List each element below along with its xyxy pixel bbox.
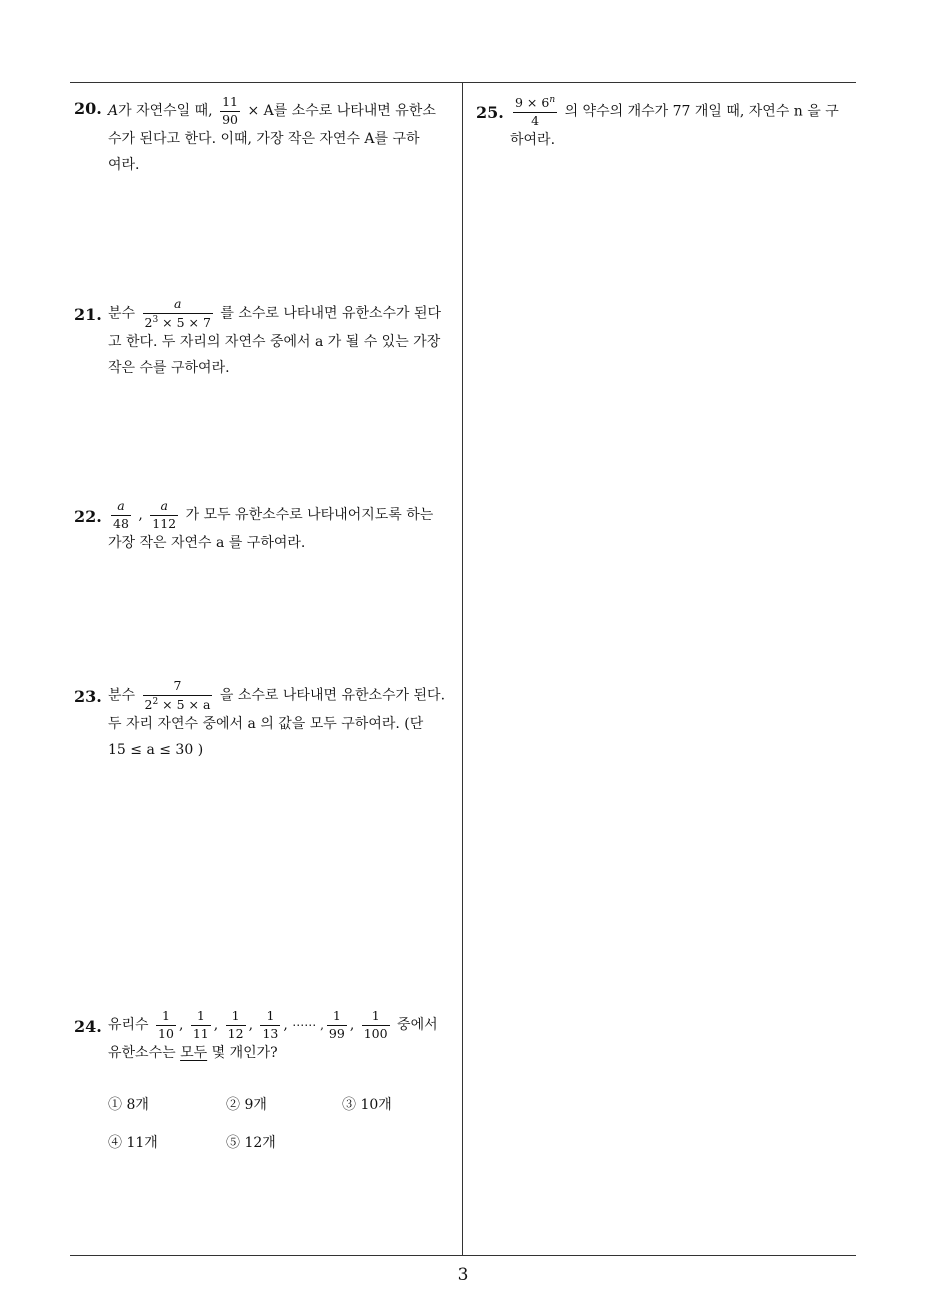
choice-1[interactable]: ① 8개 [108,1097,149,1113]
question-text: 고 한다. 두 자리의 자연수 중에서 a 가 될 수 있는 가장 [108,334,441,351]
fraction-1-over-10: $\frac{1}{10}$ [158,1008,174,1041]
question-number: 22. [74,507,102,526]
question-text: 를 소수로 나타내면 유한소수가 된다 [220,305,442,322]
choice-5[interactable]: ⑤ 12개 [226,1135,276,1151]
question-text: 작은 수를 구하여라. [108,360,230,377]
question-number: 23. [74,687,102,706]
question-text: 분수 [108,305,136,322]
fraction-1-over-99: $\frac{1}{99}$ [328,1008,345,1041]
question-text: 을 소수로 나타내면 유한소수가 된다. [219,687,446,704]
fraction-a-over-112: $\frac{a}{112}$ [152,498,177,531]
top-rule [70,82,856,83]
page-number: 3 [457,1265,469,1285]
question-text: 유한소수는 [108,1045,176,1061]
question-text: 15 ≤ a ≤ 30 ) [108,742,204,759]
question-text: 유리수 [108,1017,149,1033]
question-25 [476,96,860,153]
ellipsis: ⋯⋯ , [292,1018,324,1032]
question-number: 21. [74,305,102,324]
question-23 [74,680,456,763]
question-text: 몇 개인가? [211,1045,278,1061]
question-text: 가 자연수일 때, [118,103,213,119]
question-text: 수가 된다고 한다. 이때, 가장 작은 자연수 A를 구하 [108,131,420,147]
underlined-text: 모두 [180,1045,208,1061]
question-text: 중에서 [397,1017,438,1033]
column-divider [462,82,463,1256]
question-text: 가장 작은 자연수 a 를 구하여라. [108,535,306,551]
question-text: 하여라. [510,132,556,149]
fraction-9x6n-over-4: $\frac{9 \times 6^n}{4}$ [515,95,556,128]
question-number: 25. [476,103,504,122]
question-21 [74,298,456,381]
question-text: × A를 소수로 나타내면 유한소 [247,103,436,119]
fraction-a-over-48: $\frac{a}{48}$ [113,498,129,531]
separator: , [138,507,143,523]
fraction-11-90: $\frac{11}{90}$ [222,94,238,127]
question-text: 의 약수의 개수가 77 개일 때, 자연수 n 을 구 [564,103,839,120]
question-number: 20. [74,99,102,118]
answer-choices [108,1094,458,1164]
question-text: 두 자리 자연수 중에서 a 의 값을 모두 구하여라. (단 [108,716,424,733]
question-24: 24. 유리수 $\frac{1}{10}$ , $\frac{1}{11}$ , $\frac{1}{12}$ , $\frac{1}{13}$ , ⋯⋯ , $\frac{1}{99}$ , $\frac{1}{100}$ 중에서 유한소수는 모두 몇 개인가? [74,1008,438,1061]
question-20 [74,96,456,178]
fraction-a-over-denominator: $\frac{a}{2^3 \times 5 \times 7}$ [144,296,211,330]
question-22 [74,500,456,556]
fraction-1-over-100: $\frac{1}{100}$ [363,1008,388,1041]
fraction-7-over-denominator: $\frac{7}{2^2 \times 5 \times a}$ [144,678,211,712]
choice-2[interactable]: ② 9개 [226,1097,267,1113]
choice-3[interactable]: ③ 10개 [342,1097,392,1113]
choice-4[interactable]: ④ 11개 [108,1135,158,1151]
question-text: 여라. [108,157,140,173]
question-text: 가 모두 유한소수로 나타내어지도록 하는 [185,507,434,523]
variable-a: A [108,103,119,119]
bottom-rule [70,1255,856,1256]
fraction-1-over-11: $\frac{1}{11}$ [192,1008,209,1041]
fraction-1-over-12: $\frac{1}{12}$ [227,1008,244,1041]
question-text: 분수 [108,687,136,704]
fraction-1-over-13: $\frac{1}{13}$ [262,1008,279,1041]
question-number: 24. [74,1017,102,1036]
